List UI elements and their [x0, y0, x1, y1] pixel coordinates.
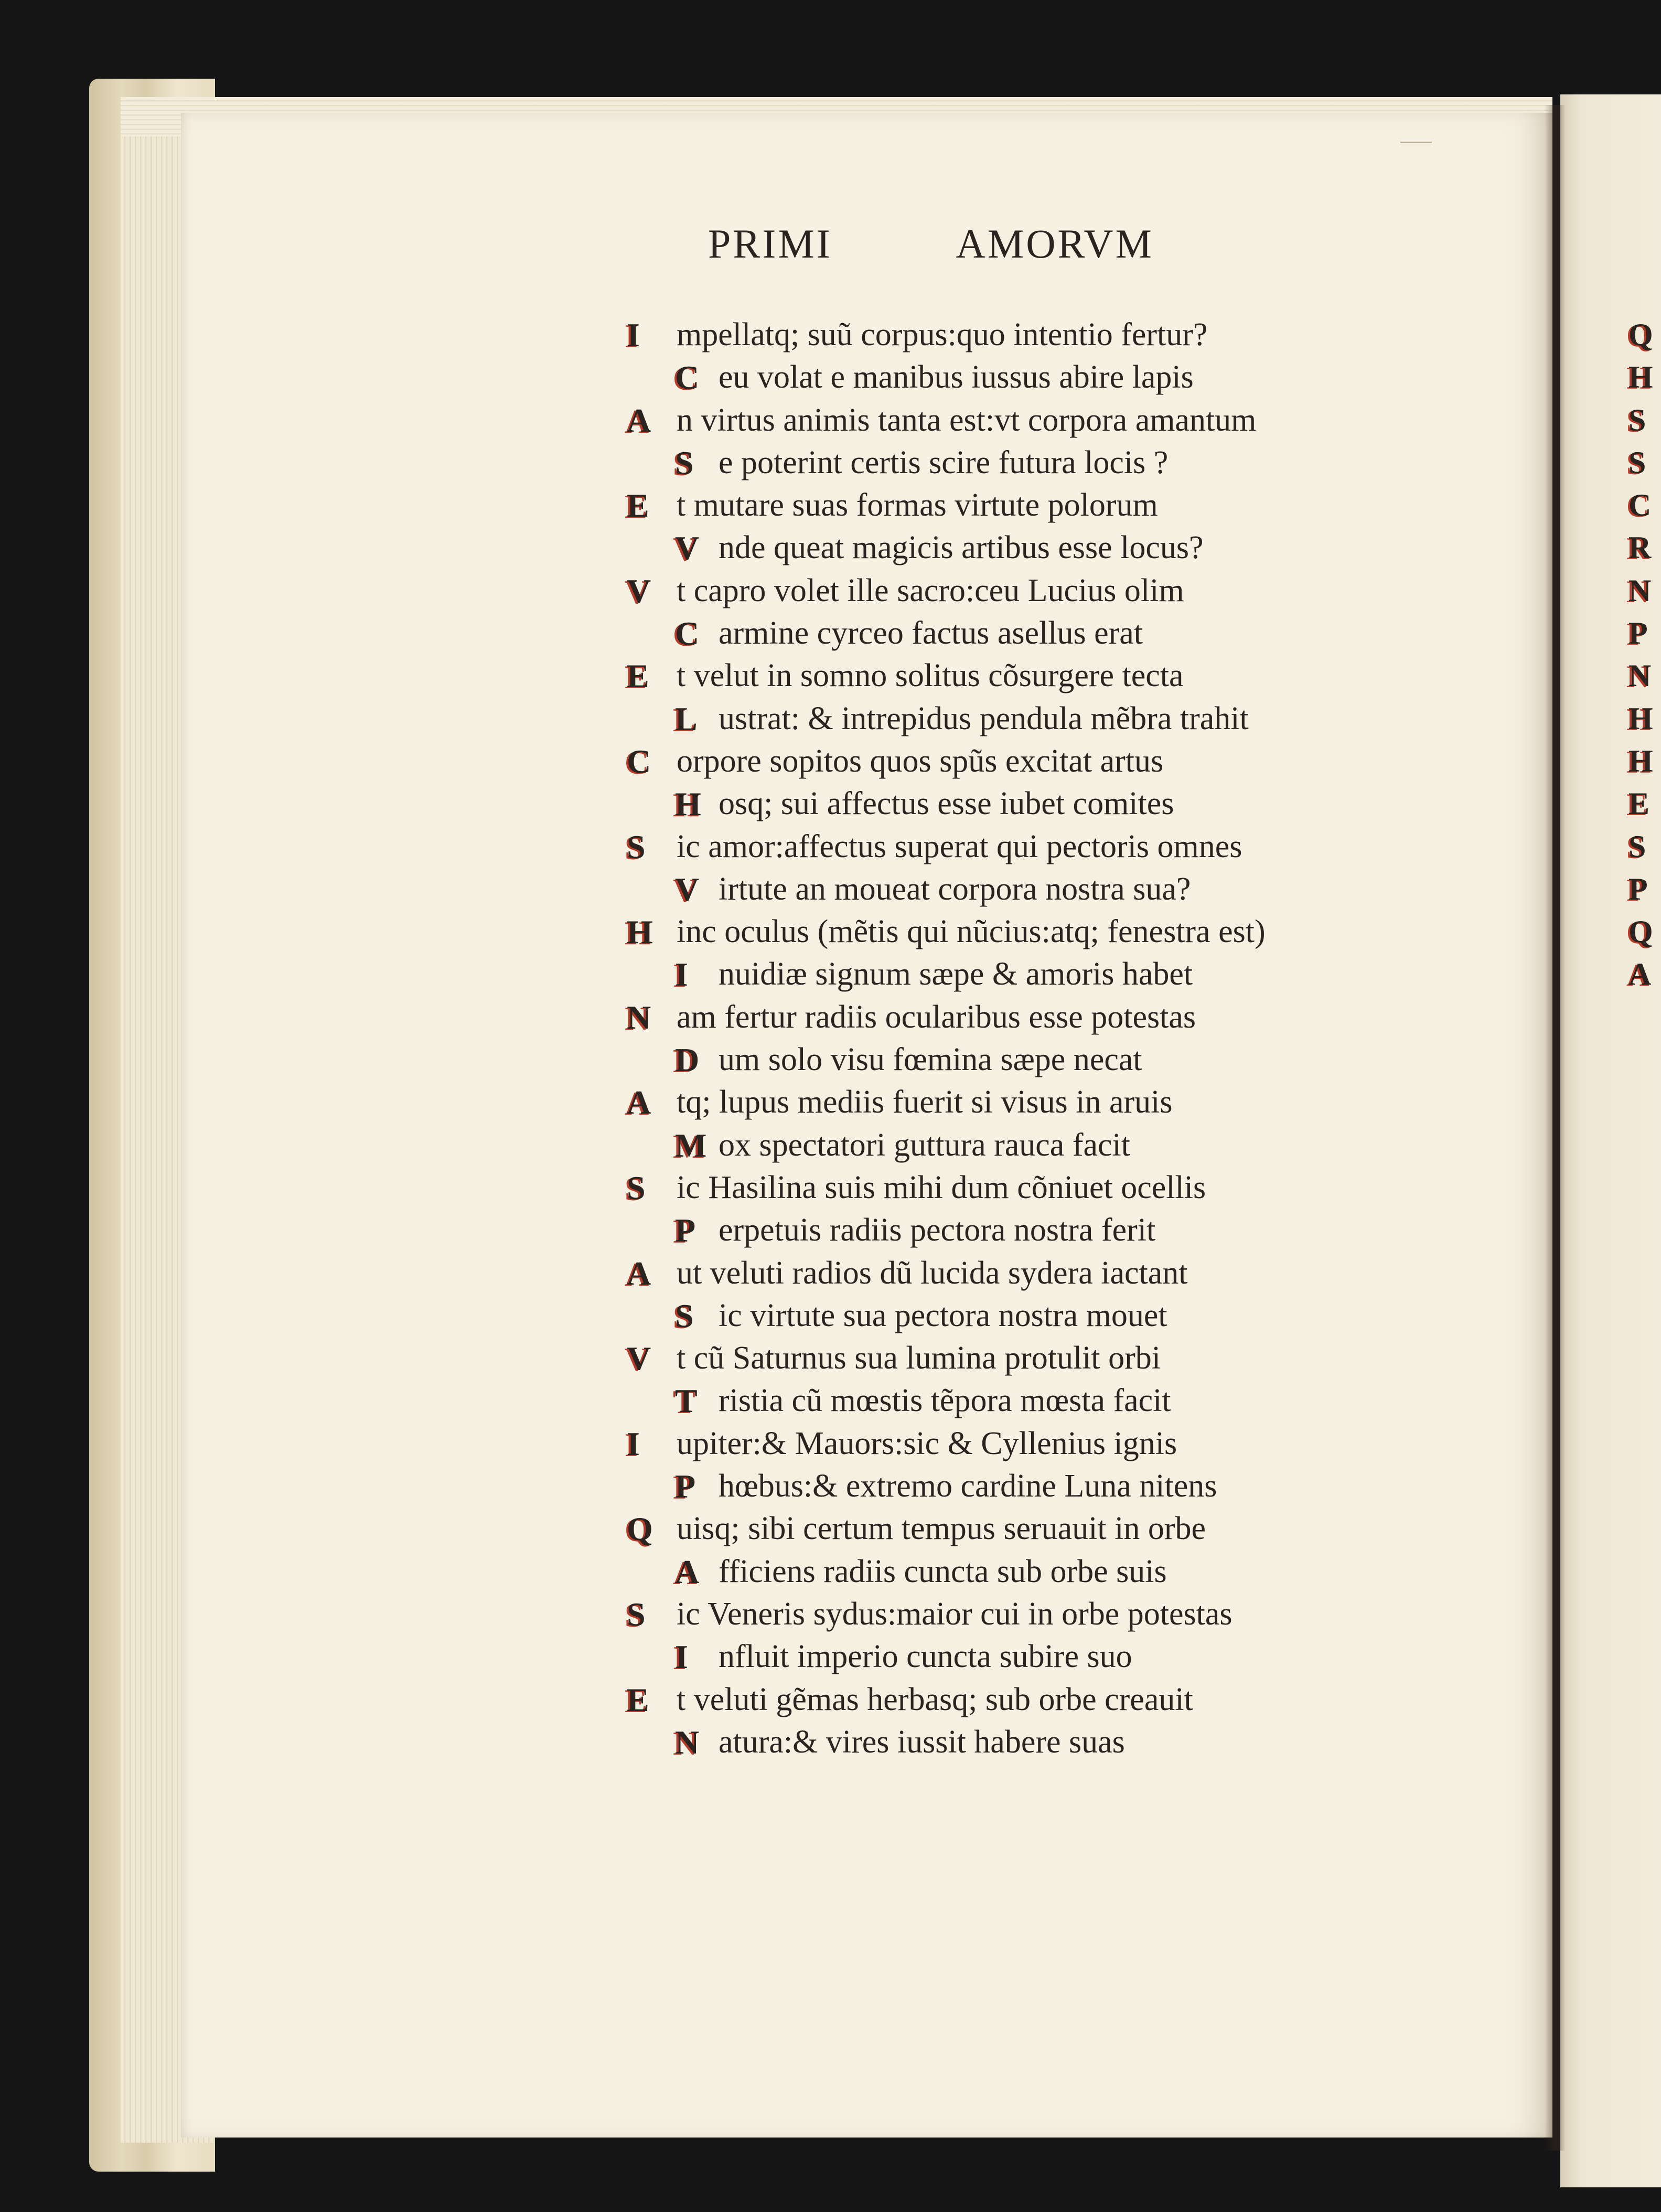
facing-page-initial: R	[1628, 530, 1652, 565]
verse-text: t veluti gẽmas herbasq; sub orbe creauit	[677, 1681, 1193, 1717]
rubricated-initial: S	[627, 1169, 646, 1206]
verse-text: orpore sopitos quos spũs excitat artus	[677, 743, 1164, 779]
verse-text: ic virtute sua pectora nostra mouet	[719, 1297, 1167, 1333]
running-head-right: AMORVM	[956, 221, 1154, 266]
facing-page-initial: Q	[1628, 914, 1653, 949]
verse-text: osq; sui affectus esse iubet comites	[719, 786, 1174, 822]
rubricated-initial: M	[675, 1126, 707, 1164]
verse-line	[627, 1465, 1445, 1508]
verse-line	[627, 826, 1445, 868]
verse-text: armine cyrceo factus asellus erat	[719, 615, 1143, 651]
verse-text: uisq; sibi certum tempus seruauit in orbe	[677, 1511, 1206, 1547]
rubricated-initial: P	[675, 1468, 696, 1505]
verse-text: t velut in somno solitus cõsurgere tecta	[677, 658, 1184, 694]
rubricated-initial: V	[627, 572, 651, 610]
facing-page-initial: P	[1628, 871, 1648, 906]
verse-text: eu volat e manibus iussus abire lapis	[719, 359, 1194, 396]
verse-line	[627, 1679, 1445, 1721]
verse-line	[627, 356, 1445, 399]
verse-line	[627, 484, 1445, 527]
page-gutter	[1545, 105, 1566, 2151]
verse-text: hœbus:& extremo cardine Luna nitens	[719, 1468, 1217, 1504]
verse-line	[627, 399, 1445, 442]
verse-text: t capro volet ille sacro:ceu Lucius olim	[677, 572, 1184, 608]
verse-line	[627, 996, 1445, 1039]
rubricated-initial: A	[675, 1553, 700, 1590]
rubricated-initial: P	[675, 1212, 696, 1249]
rubricated-initial: I	[627, 316, 640, 354]
verse-line	[627, 314, 1445, 356]
rubricated-initial: A	[627, 1254, 651, 1292]
facing-page-initial: H	[1628, 701, 1653, 736]
running-head	[708, 220, 1154, 268]
verse-line	[627, 740, 1445, 783]
verse-text: nuidiæ signum sæpe & amoris habet	[719, 956, 1193, 992]
verse-line	[627, 1337, 1445, 1380]
verse-line	[627, 1209, 1445, 1252]
verse-text: ic Hasilina suis mihi dum cõniuet ocellis	[677, 1169, 1206, 1205]
verse-line	[627, 442, 1445, 484]
rubricated-initial: S	[627, 828, 646, 865]
verse-line	[627, 527, 1445, 569]
rubricated-initial: I	[627, 1425, 640, 1462]
rubricated-initial: V	[627, 1340, 651, 1377]
verse-text: am fertur radiis ocularibus esse potestas	[677, 999, 1196, 1035]
facing-page-initial: H	[1628, 743, 1653, 778]
verse-line	[627, 1423, 1445, 1465]
verse-text: ustrat: & intrepidus pendula mẽbra trahit	[719, 700, 1249, 736]
facing-page-initials	[1628, 314, 1660, 996]
facing-page-initial: N	[1628, 573, 1652, 608]
verse-block	[627, 314, 1445, 1764]
facing-page-initial: N	[1628, 658, 1652, 693]
rubricated-initial: E	[627, 657, 649, 695]
rubricated-initial: V	[675, 529, 700, 567]
rubricated-initial: I	[675, 956, 688, 993]
verse-line	[627, 1551, 1445, 1593]
facing-page-initial: S	[1628, 829, 1646, 864]
facing-page-initial: A	[1628, 957, 1652, 992]
verse-text: nfluit imperio cuncta subire suo	[719, 1639, 1132, 1675]
facing-page-initial: H	[1628, 360, 1653, 395]
verse-line	[627, 1721, 1445, 1764]
verse-line	[627, 1295, 1445, 1337]
rubricated-initial: H	[627, 913, 653, 951]
verse-text: ristia cũ mœstis tẽpora mœsta facit	[719, 1383, 1171, 1419]
rubricated-initial: N	[675, 1723, 700, 1761]
rubricated-initial: C	[627, 742, 651, 780]
rubricated-initial: V	[675, 870, 700, 908]
verse-line	[627, 1593, 1445, 1636]
verse-line	[627, 570, 1445, 612]
rubricated-initial: D	[675, 1041, 700, 1079]
verse-line	[627, 911, 1445, 953]
rubricated-initial: T	[675, 1382, 698, 1420]
facing-page-initial: P	[1628, 616, 1648, 651]
verse-line	[627, 655, 1445, 697]
verse-line	[627, 868, 1445, 911]
verse-text: mpellatq; suũ corpus:quo intentio fertur?	[677, 317, 1208, 352]
rubricated-initial: I	[675, 1638, 688, 1676]
verse-line	[627, 1636, 1445, 1678]
rubricated-initial: A	[627, 401, 651, 439]
rubricated-initial: C	[675, 615, 700, 653]
verse-line	[627, 1081, 1445, 1124]
verse-line	[627, 1252, 1445, 1295]
verse-text: upiter:& Mauors:sic & Cyllenius ignis	[677, 1425, 1177, 1461]
verse-text: ut veluti radios dũ lucida sydera iactant	[677, 1255, 1188, 1291]
rubricated-initial: E	[627, 487, 649, 525]
verse-line	[627, 1380, 1445, 1422]
verse-text: inc oculus (mẽtis qui nũcius:atq; fenestra est)	[677, 914, 1266, 950]
verse-line	[627, 1039, 1445, 1081]
verse-line	[627, 783, 1445, 825]
verse-text: atura:& vires iussit habere suas	[719, 1724, 1125, 1760]
verse-text: e poterint certis scire futura locis ?	[719, 444, 1169, 480]
rubricated-initial: C	[675, 359, 700, 397]
verse-line	[627, 698, 1445, 740]
verse-text: fficiens radiis cuncta sub orbe suis	[719, 1553, 1167, 1589]
verse-text: t cũ Saturnus sua lumina protulit orbi	[677, 1340, 1161, 1376]
verse-text: tq; lupus mediis fuerit si visus in aruis	[677, 1084, 1173, 1120]
verse-text: ox spectatori guttura rauca facit	[719, 1127, 1130, 1163]
page-mark	[1400, 142, 1432, 143]
verse-text: n virtus animis tanta est:vt corpora amantum	[677, 402, 1257, 438]
verse-text: um solo visu fœmina sæpe necat	[719, 1042, 1142, 1078]
verse-text: erpetuis radiis pectora nostra ferit	[719, 1212, 1156, 1248]
facing-page-initial: Q	[1628, 317, 1653, 352]
rubricated-initial: N	[627, 998, 651, 1036]
running-head-left: PRIMI	[708, 221, 832, 266]
verse-text: irtute an moueat corpora nostra sua?	[719, 871, 1191, 907]
rubricated-initial: Q	[627, 1510, 653, 1548]
verse-line	[627, 953, 1445, 996]
verse-text: ic Veneris sydus:maior cui in orbe potestas	[677, 1596, 1233, 1632]
rubricated-initial: A	[627, 1084, 651, 1121]
verse-text: nde queat magicis artibus esse locus?	[719, 530, 1204, 566]
facing-page-initial: C	[1628, 488, 1652, 523]
verse-line	[627, 1167, 1445, 1209]
verse-line	[627, 612, 1445, 655]
verse-text: t mutare suas formas virtute polorum	[677, 487, 1158, 523]
facing-page-initial: S	[1628, 445, 1646, 480]
verse-text: ic amor:affectus superat qui pectoris omnes	[677, 828, 1242, 864]
rubricated-initial: L	[675, 700, 698, 738]
rubricated-initial: H	[675, 785, 701, 823]
rubricated-initial: S	[675, 1297, 694, 1334]
facing-page-initial: S	[1628, 402, 1646, 437]
verse-line	[627, 1508, 1445, 1550]
verse-line	[627, 1124, 1445, 1167]
rubricated-initial: S	[627, 1595, 646, 1633]
rubricated-initial: E	[627, 1681, 649, 1718]
facing-page-initial: E	[1628, 786, 1650, 821]
rubricated-initial: S	[675, 444, 694, 482]
